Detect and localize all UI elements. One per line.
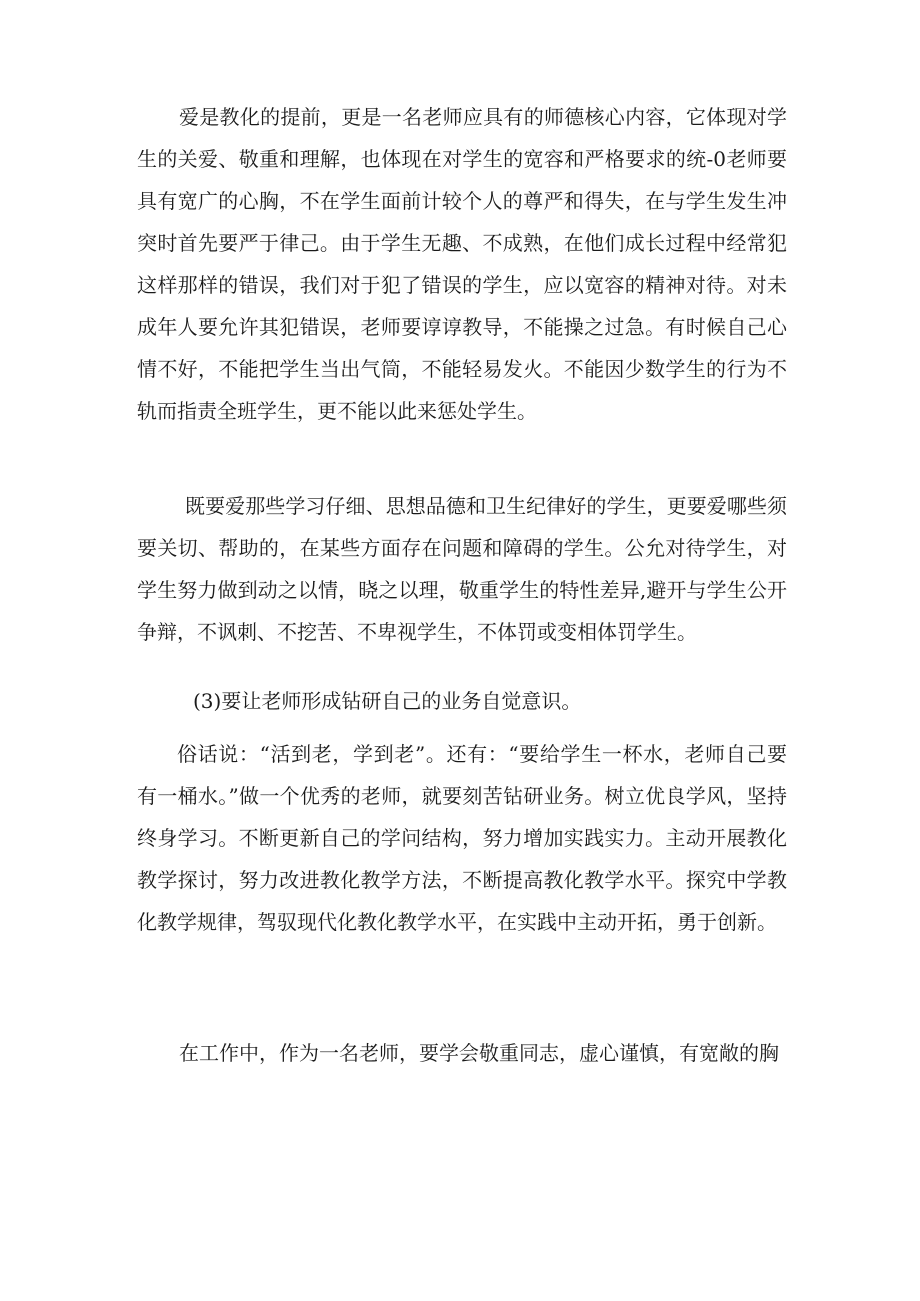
section-heading-3: (3)要让老师形成钻研自己的业务自觉意识。 [193,689,582,713]
paragraph-love-of-students: 爱是教化的提前，更是一名老师应具有的师德核心内容，它体现对学生的关爱、敬重和理解，也体现在对学生的宽容和严格要求的统-0老师要具有宽广的心胸，不在学生面前计较个人的尊严和得失，在与学生发生冲突时首先要严于律己。由于学生无趣、不成熟，在他们成长过程中经常犯这样那样的错误，我们对于犯了错误的学生，应以宽容的精神对待。对未成年人要允许其犯错误，老师要谆谆教导，不能操之过急。有时候自己心情不好，不能把学生当出气筒，不能轻易发火。不能因少数学生的行为不轨而指责全班学生，更不能以此来惩处学生。 [137,105,787,423]
paragraph-lifelong-learning: 俗话说：“活到老，学到老”。还有：“要给学生一杯水，老师自己要有一桶水。”做一个优秀的老师，就要刻苦钻研业务。树立优良学风，坚持终身学习。不断更新自己的学问结构，努力增加实践实力。主动开展教化教学探讨，努力改进教化教学方法，不断提高教化教学水平。探究中学教化教学规律，驾驭现代化教化教学水平，在实践中主动开拓，勇于创新。 [137,742,787,934]
paragraph-fair-treatment: 既要爱那些学习仔细、思想品德和卫生纪律好的学生，更要爱哪些须要关切、帮助的，在某些方面存在问题和障碍的学生。公允对待学生，对学生努力做到动之以情，晓之以理，敬重学生的特性差异,避开与学生公开争辩，不讽刺、不挖苦、不卑视学生，不体罚或变相体罚学生。 [137,494,787,644]
paragraph-respect-colleagues: 在工作中，作为一名老师，要学会敬重同志，虚心谨慎，有宽敞的胸 [179,1041,779,1065]
